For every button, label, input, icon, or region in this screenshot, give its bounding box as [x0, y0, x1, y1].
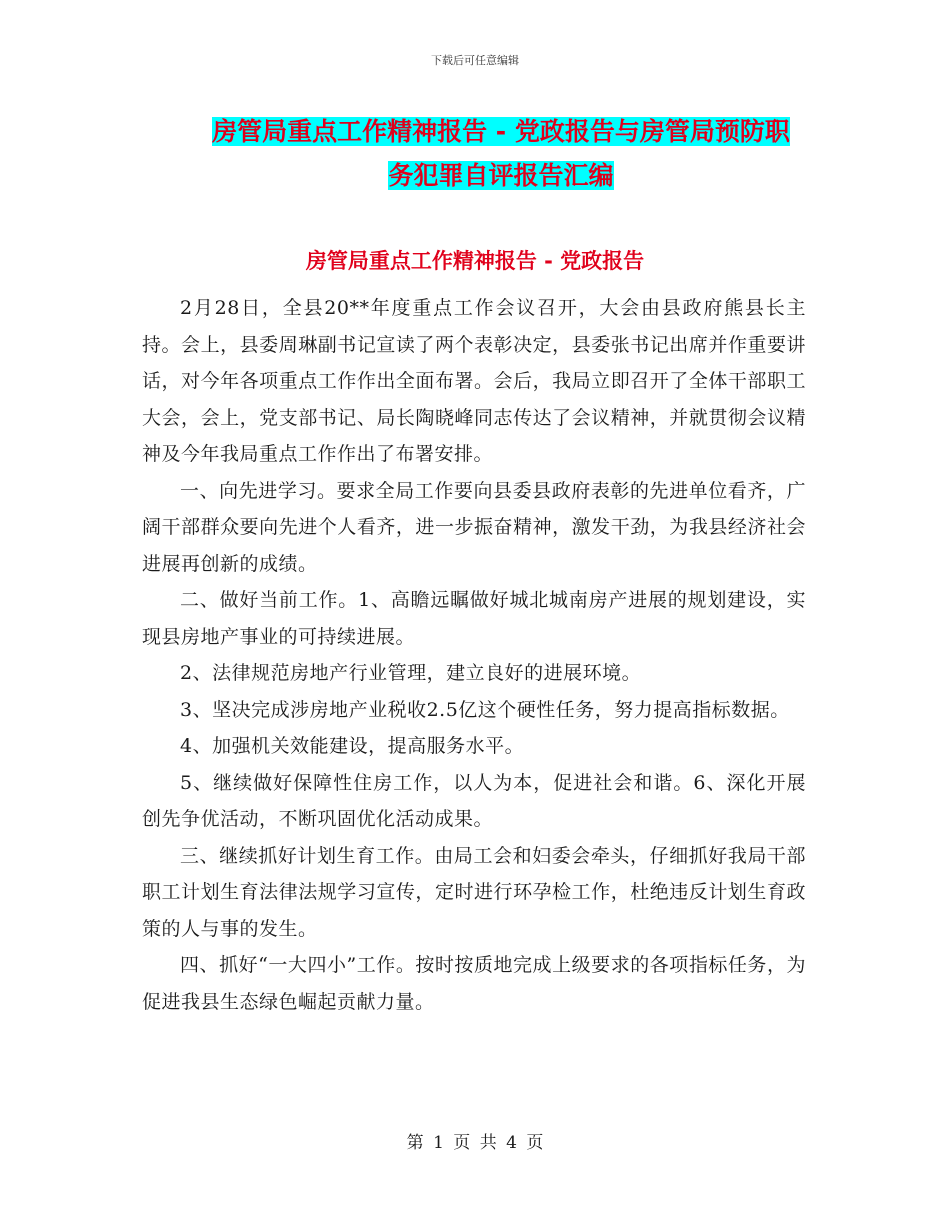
paragraph-subitem-4: 4、加强机关效能建设，提高服务水平。: [180, 735, 525, 757]
paragraph-subitem-2: 2、法律规范房地产行业管理，建立良好的进展环境。: [180, 662, 642, 684]
document-title-line-1: 房管局重点工作精神报告 - 党政报告与房管局预防职: [212, 117, 790, 146]
body-text: [142, 290, 806, 1020]
paragraph-subitem-3: 3、坚决完成涉房地产业税收2.5亿这个硬性任务，努力提高指标数据。: [180, 698, 790, 721]
page-footer: 第 1 页 共 4 页: [406, 1133, 544, 1153]
paragraph-item-2: 二、做好当前工作。1、高瞻远瞩做好城北城南房产进展的规划建设，实现县房地产事业的可持续进展。: [142, 589, 806, 648]
document-title: [186, 110, 816, 198]
paragraph-item-4: 四、抓好“一大四小”工作。按时按质地完成上级要求的各项指标任务，为促进我县生态绿色崛起贡献力量。: [142, 954, 806, 1013]
header-note: 下载后可任意编辑: [431, 54, 519, 67]
section-title: 房管局重点工作精神报告 - 党政报告: [305, 249, 645, 273]
paragraph-subitem-5: 5、继续做好保障性住房工作，以人为本，促进社会和谐。6、深化开展创先争优活动，不断巩固优化活动成果。: [142, 771, 806, 830]
document-title-line-2: 务犯罪自评报告汇编: [388, 161, 614, 190]
paragraph-item-3: 三、继续抓好计划生育工作。由局工会和妇委会牵头，仔细抓好我局干部职工计划生育法律法规学习宣传，定时进行环孕检工作，杜绝违反计划生育政策的人与事的发生。: [142, 844, 806, 940]
paragraph-intro: 2月28日，全县20**年度重点工作会议召开，大会由县政府熊县长主持。会上，县委周琳副书记宣读了两个表彰决定，县委张书记出席并作重要讲话，对今年各项重点工作作出全面布署。会后，我局立即召开了全体干部职工大会，会上，党支部书记、局长陶晓峰同志传达了会议精神，并就贯彻会议精神及今年我局重点工作作出了布署安排。: [142, 297, 806, 465]
paragraph-item-1: 一、向先进学习。要求全局工作要向县委县政府表彰的先进单位看齐，广阔干部群众要向先进个人看齐，进一步振奋精神，激发干劲，为我县经济社会进展再创新的成绩。: [142, 479, 806, 575]
